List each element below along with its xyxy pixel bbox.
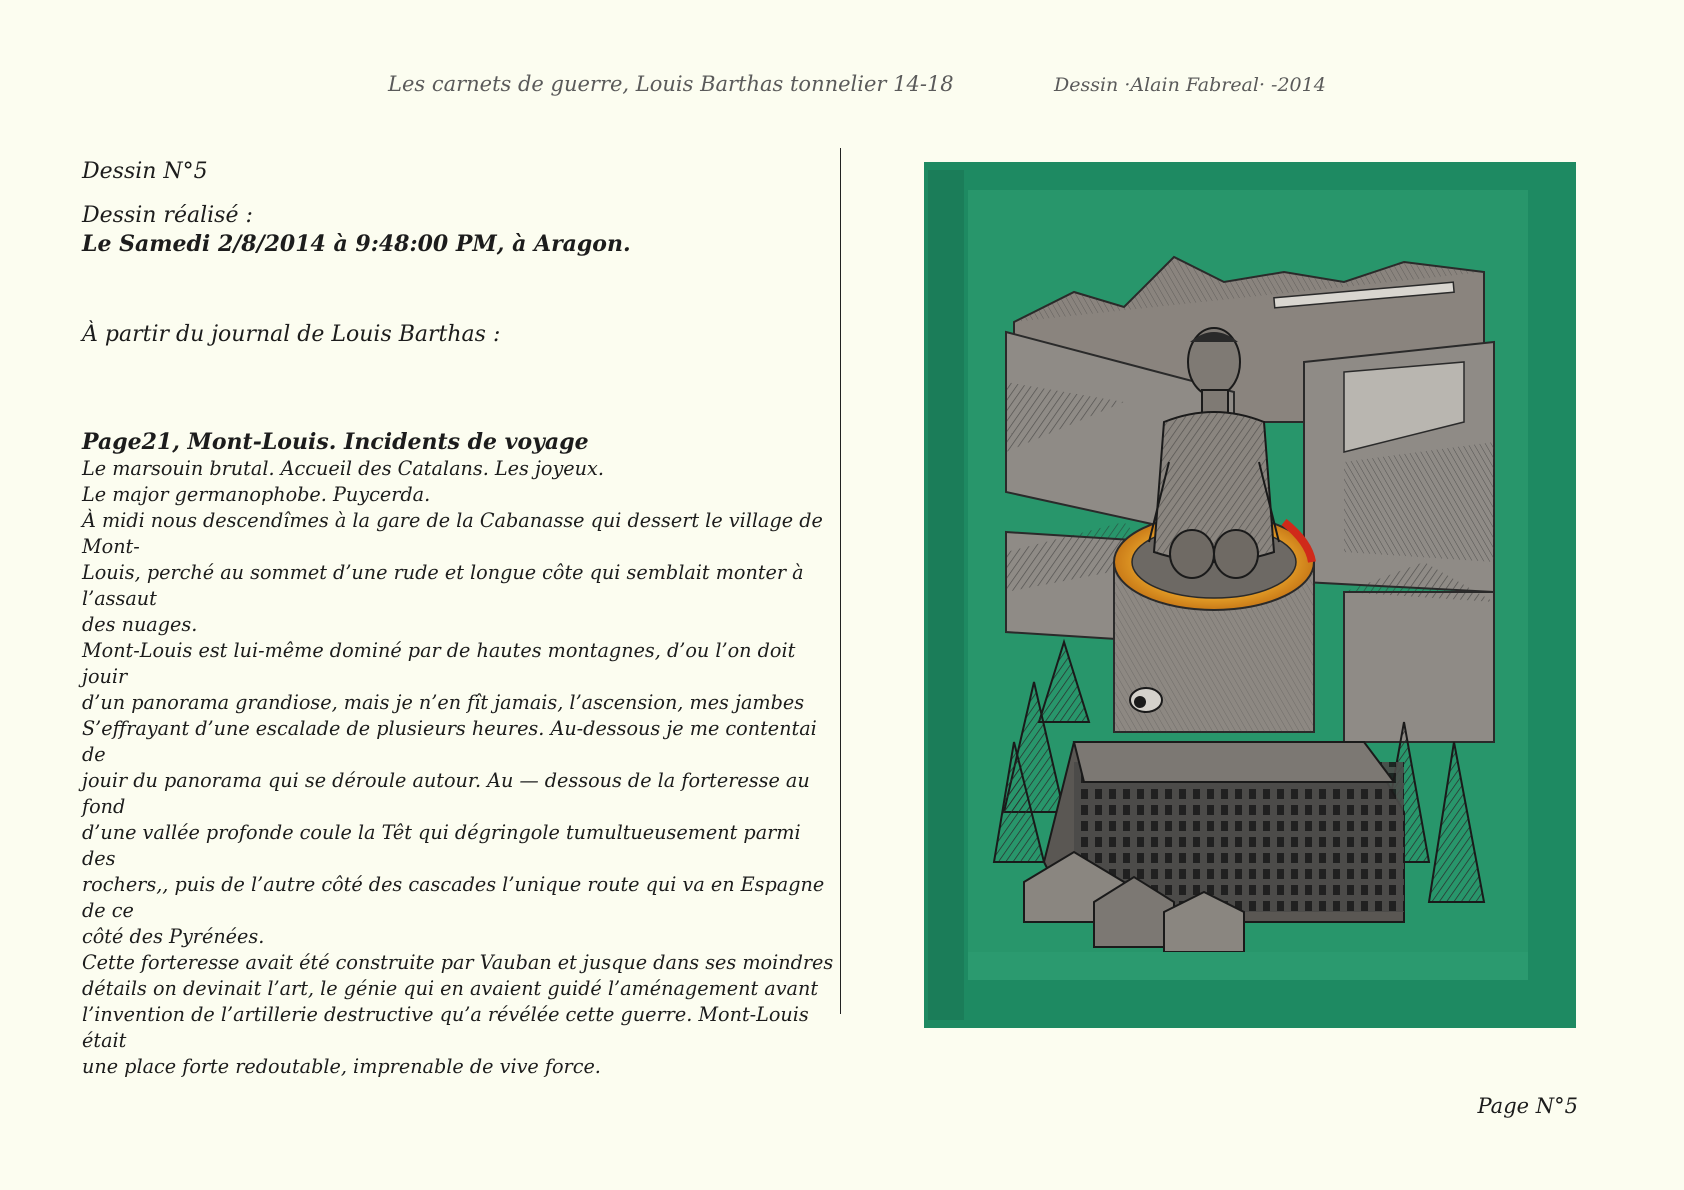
excerpt-line: une place forte redoutable, imprenable de vive force. <box>82 1055 601 1078</box>
excerpt-line: côté des Pyrénées. <box>82 925 265 948</box>
excerpt-line: Louis, perché au sommet d’une rude et longue côte qui semblait monter à l’assaut <box>82 561 804 610</box>
excerpt-line: À midi nous descendîmes à la gare de la Cabanasse qui dessert le village de Mont- <box>82 509 823 558</box>
excerpt-line: rochers,, puis de l’autre côté des cascades l’unique route qui va en Espagne de ce <box>82 873 825 922</box>
source-intro: À partir du journal de Louis Barthas : <box>82 322 501 347</box>
excerpt-line: d’une vallée profonde coule la Têt qui dégringole tumultueusement parmi des <box>82 821 801 870</box>
excerpt-line: détails on devinait l’art, le génie qui en avaient guidé l’aménagement avant <box>82 977 819 1000</box>
excerpt-line: Le major germanophobe. Puycerda. <box>82 483 431 506</box>
stone-wall-lower-right <box>1344 592 1494 742</box>
section-title: Page21, Mont-Louis. Incidents de voyage <box>82 429 589 455</box>
page-number: Page N°5 <box>1477 1094 1578 1118</box>
column-divider <box>840 148 841 1014</box>
excerpt-line: d’un panorama grandiose, mais je n’en fît jamais, l’ascension, mes jambes <box>82 691 805 714</box>
book-title: Les carnets de guerre, Louis Barthas tonnelier 14-18 <box>388 72 954 96</box>
realise-date: Le Samedi 2/8/2014 à 9:48:00 PM, à Aragon. <box>82 231 631 257</box>
excerpt-line: Le marsouin brutal. Accueil des Catalans. Les joyeux. <box>82 457 604 480</box>
drawing-number: Dessin N°5 <box>82 159 208 184</box>
excerpt-line: jouir du panorama qui se déroule autour. Au — dessous de la forteresse au fond <box>82 769 810 818</box>
journal-excerpt <box>82 456 838 1080</box>
drawing-illustration <box>924 162 1576 1028</box>
excerpt-line: Cette forteresse avait été construite par Vauban et jusque dans ses moindres <box>82 951 834 974</box>
entry-text-column <box>82 156 838 1080</box>
excerpt-line: Mont-Louis est lui-même dominé par de hautes montagnes, d’ou l’on doit jouir <box>82 639 796 688</box>
excerpt-line: des nuages. <box>82 613 198 636</box>
drawing-credit: Dessin ·Alain Fabreal· -2014 <box>1054 74 1326 96</box>
realise-label: Dessin réalisé : <box>82 203 253 228</box>
artwork-drawing <box>924 162 1576 1028</box>
side-band <box>928 170 964 1020</box>
excerpt-line: l’invention de l’artillerie destructive qu’a révélée cette guerre. Mont-Louis était <box>82 1003 809 1052</box>
excerpt-line: S’effrayant d’une escalade de plusieurs heures. Au-dessous je me contentai de <box>82 717 817 766</box>
